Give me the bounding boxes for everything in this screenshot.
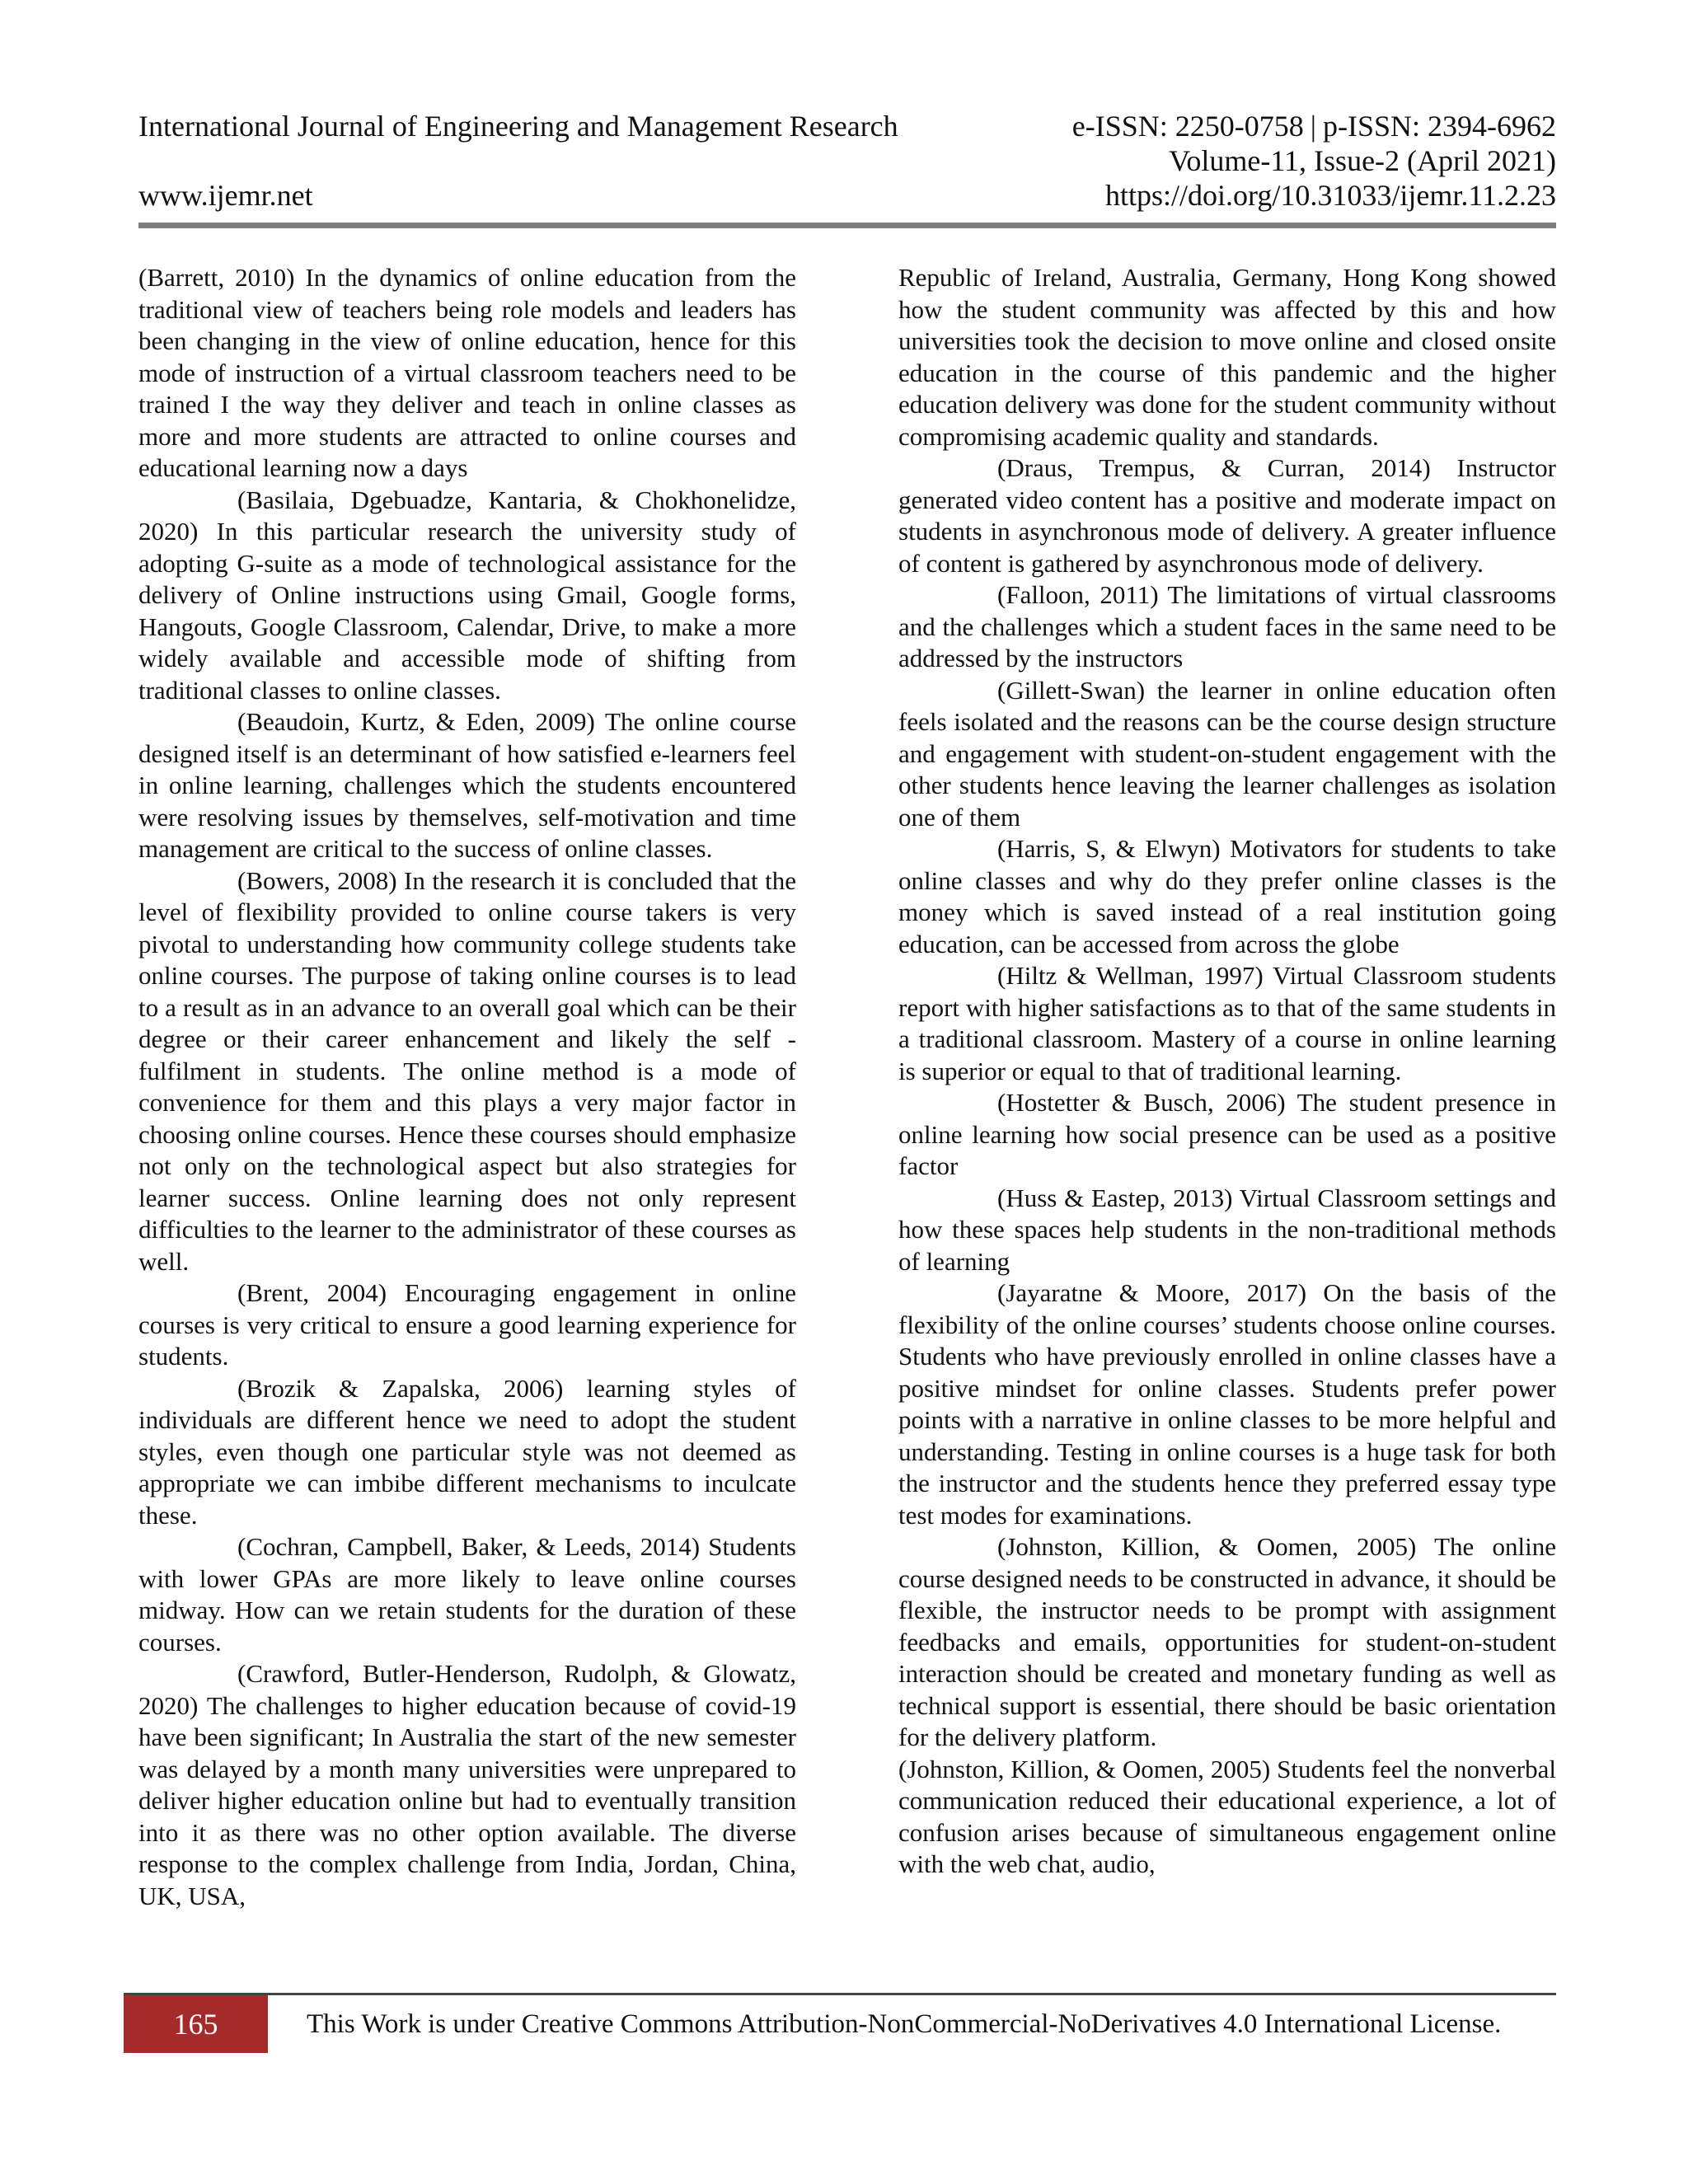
right-column	[898, 262, 1556, 1976]
left-column	[138, 262, 796, 1976]
paragraph: (Brent, 2004) Encouraging engagement in online courses is very critical to ensure a good learning experience for students.	[138, 1278, 796, 1371]
paragraph: (Jayaratne & Moore, 2017) On the basis of the flexibility of the online courses’ students choose online courses. Students who have previously enrolled in online classes have a positive mindset for online classes. Students prefer power points with a narrative in online classes to be more helpful and understanding. Testing in online courses is a huge task for both the instructor and the students hence they preferred essay type test modes for examinations.	[898, 1278, 1556, 1530]
article-body	[138, 262, 1556, 1976]
paragraph: (Johnston, Killion, & Oomen, 2005) The online course designed needs to be constructed in advance, it should be flexible, the instructor needs to be prompt with assignment feedbacks and emails, opportunities for student-on-student interaction should be created and monetary funding as well as technical support is essential, there should be basic orientation for the delivery platform.	[898, 1532, 1557, 1751]
journal-identifiers	[1072, 109, 1556, 213]
page-header	[138, 107, 1556, 213]
footer-divider	[124, 1993, 1556, 1995]
paragraph: (Brozik & Zapalska, 2006) learning styles of individuals are different hence we need to adopt the student styles, even though one particular style was not deemed as appropriate we can imbibe different mechanisms to inculcate these.	[138, 1373, 796, 1530]
paragraph: (Beaudoin, Kurtz, & Eden, 2009) The online course designed itself is an determinant of how satisfied e-learners feel in online learning, challenges which the students encountered were resolving issues by themselves, self-motivation and time management are critical to the success of online classes.	[138, 707, 796, 863]
paragraph: (Hostetter & Busch, 2006) The student presence in online learning how social presence can be used as a positive factor	[898, 1088, 1556, 1180]
doi: https://doi.org/10.31033/ijemr.11.2.23	[1104, 179, 1556, 212]
paragraph: (Barrett, 2010) In the dynamics of online education from the traditional view of teachers being role models and leaders has been changing in the view of online education, hence for this mode of instruction of a virtual classroom teachers need to be trained I the way they deliver and teach in online classes as more and more students are attracted to online courses and educational learning now a days	[138, 263, 796, 482]
paragraph: (Draus, Trempus, & Curran, 2014) Instructor generated video content has a positive and moderate impact on students in asynchronous mode of delivery. A greater influence of content is gathered by asynchronous mode of delivery.	[898, 453, 1556, 578]
header-divider	[138, 223, 1556, 228]
journal-title: International Journal of Engineering and Management Research	[138, 110, 898, 143]
page-number: 165	[124, 1995, 268, 2053]
paragraph: (Gillett-Swan) the learner in online education often feels isolated and the reasons can be the course design structure and engagement with student-on-student engagement with the other students hence leaving the learner challenges as isolation one of them	[898, 675, 1556, 832]
paragraph: (Johnston, Killion, & Oomen, 2005) Students feel the nonverbal communication reduced their educational experience, a lot of confusion arises because of simultaneous engagement online with the web chat, audio,	[898, 1754, 1556, 1878]
pissn: p-ISSN: 2394-6962	[1322, 110, 1556, 143]
license-notice: This Work is under Creative Commons Attribution-NonCommercial-NoDerivatives 4.0 International License.	[307, 2009, 1502, 2039]
paragraph: (Cochran, Campbell, Baker, & Leeds, 2014) Students with lower GPAs are more likely to leave online courses midway. How can we retain students for the duration of these courses.	[138, 1532, 796, 1657]
eissn: e-ISSN: 2250-0758	[1071, 110, 1304, 143]
paragraph: (Hiltz & Wellman, 1997) Virtual Classroom students report with higher satisfactions as to that of the same students in a traditional classroom. Mastery of a course in online learning is superior or equal to that of traditional learning.	[898, 961, 1556, 1085]
paragraph: (Falloon, 2011) The limitations of virtual classrooms and the challenges which a student faces in the same need to be addressed by the instructors	[898, 580, 1556, 673]
paragraph: (Basilaia, Dgebuadze, Kantaria, & Chokhonelidze, 2020) In this particular research the university study of adopting G-suite as a mode of technological assistance for the delivery of Online instructions using Gmail, Google forms, Hangouts, Google Classroom, Calendar, Drive, to make a more widely available and accessible mode of shifting from traditional classes to online classes.	[138, 485, 796, 705]
volume-issue: Volume-11, Issue-2 (April 2021)	[1169, 144, 1556, 177]
issn-separator: |	[1310, 110, 1316, 143]
journal-website: www.ijemr.net	[138, 179, 313, 212]
paragraph: (Bowers, 2008) In the research it is concluded that the level of flexibility provided to online course takers is very pivotal to understanding how community college students take online courses. The purpose of taking online courses is to lead to a result as in an advance to an overall goal which can be their degree or their career enhancement and likely the self - fulfilment in students. The online method is a mode of convenience for them and this plays a very major factor in choosing online courses. Hence these courses should emphasize not only on the technological aspect but also strategies for learner success. Online learning does not only represent difficulties to the learner to the administrator of these courses as well.	[138, 865, 796, 1276]
paragraph: (Harris, S, & Elwyn) Motivators for students to take online classes and why do they prefer online classes is the money which is saved instead of a real institution going education, can be accessed from across the globe	[898, 834, 1556, 958]
paragraph: (Crawford, Butler-Henderson, Rudolph, & Glowatz, 2020) The challenges to higher education because of covid-19 have been significant; In Australia the start of the new semester was delayed by a month many universities were unprepared to deliver higher education online but had to eventually transition into it as there was no other option available. The diverse response to the complex challenge from India, Jordan, China, UK, USA,	[138, 1659, 796, 1910]
paragraph: (Huss & Eastep, 2013) Virtual Classroom settings and how these spaces help students in the non-traditional methods of learning	[898, 1183, 1556, 1276]
issn-line	[1072, 109, 1556, 143]
paragraph: Republic of Ireland, Australia, Germany, Hong Kong showed how the student community was affected by this and how universities took the decision to move online and closed onsite education in the course of this pandemic and the higher education delivery was done for the student community without compromising academic quality and standards.	[898, 263, 1556, 451]
